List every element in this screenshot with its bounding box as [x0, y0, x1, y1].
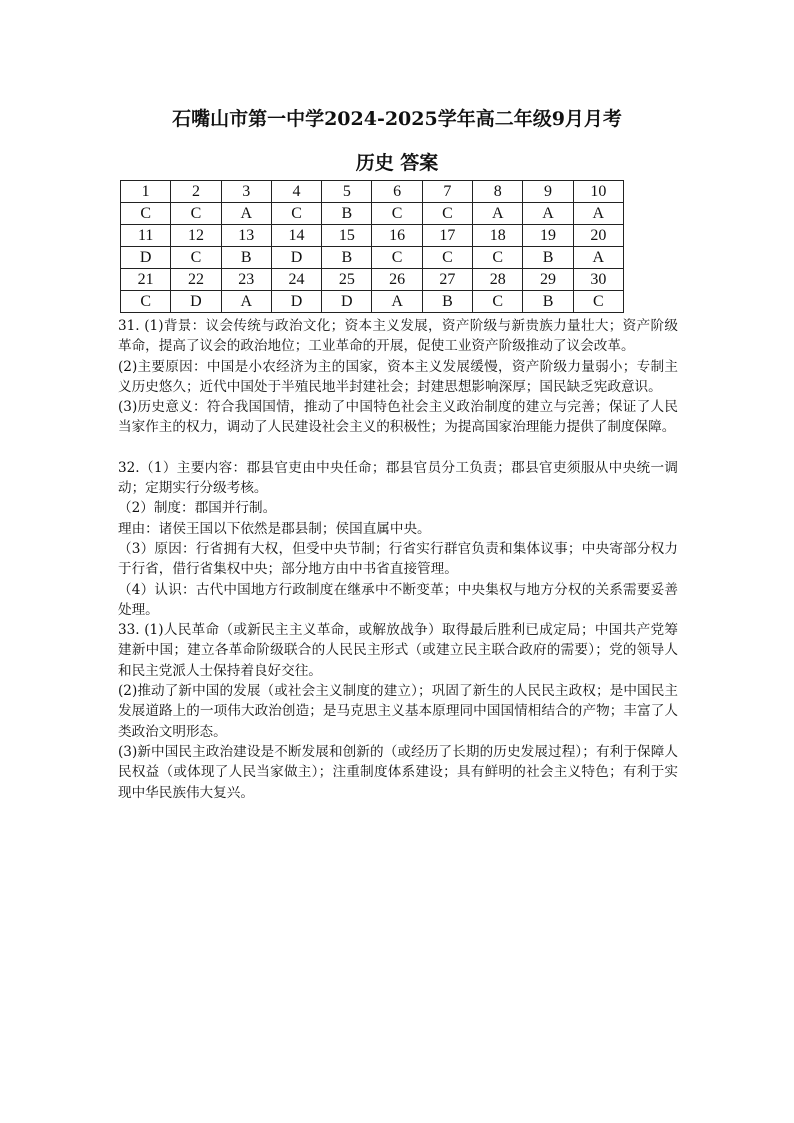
answer-cell: C [473, 247, 523, 269]
answer-table-body [121, 181, 624, 313]
question-32-answer [118, 458, 678, 620]
answer-cell: C [573, 291, 623, 313]
answer-cell: C [121, 203, 171, 225]
question-number-cell: 19 [523, 225, 573, 247]
answer-cell: C [372, 247, 422, 269]
question-31-answer [118, 316, 678, 438]
answer-cell: A [372, 291, 422, 313]
answer-paragraph: （2）制度：郡国并行制。 [118, 500, 277, 517]
answer-cell: C [422, 203, 472, 225]
question-number-cell: 22 [171, 269, 221, 291]
question-number-cell: 11 [121, 225, 171, 247]
question-number-cell: 12 [171, 225, 221, 247]
answer-cell: B [322, 247, 372, 269]
answer-paragraph: (3)历史意义：符合我国国情，推动了中国特色社会主义政治制度的建立与完善；保证了人民当家作主的权力，调动了人民建设社会主义的积极性；为提高国家治理能力提供了制度保障。 [118, 399, 678, 436]
answer-cell: A [573, 247, 623, 269]
answer-cell: C [121, 291, 171, 313]
answer-cell: A [523, 203, 573, 225]
question-number-cell: 17 [422, 225, 472, 247]
answer-cell: C [171, 247, 221, 269]
question-number-cell: 8 [473, 181, 523, 203]
answer-cell: A [573, 203, 623, 225]
question-number-cell: 13 [221, 225, 271, 247]
answer-cell: D [271, 247, 321, 269]
table-row [121, 247, 624, 269]
answer-cell: C [271, 203, 321, 225]
question-number-cell: 7 [422, 181, 472, 203]
table-row [121, 203, 624, 225]
answer-paragraph: （3）原因：行省拥有大权，但受中央节制；行省实行群官负责和集体议事；中央寄部分权力于行省，借行省集权中央；部分地方由中书省直接管理。 [118, 540, 678, 578]
question-number-cell: 27 [422, 269, 472, 291]
question-33-answer [118, 620, 678, 803]
answer-paragraph: （4）认识：古代中国地方行政制度在继承中不断变革；中央集权与地方分权的关系需要妥善处理。 [118, 581, 678, 618]
table-row [121, 181, 624, 203]
question-number-cell: 5 [322, 181, 372, 203]
answer-cell: A [221, 291, 271, 313]
answer-cell: C [372, 203, 422, 225]
table-row [121, 225, 624, 247]
question-number-cell: 29 [523, 269, 573, 291]
answer-cell: B [422, 291, 472, 313]
answer-cell: D [271, 291, 321, 313]
question-number-cell: 6 [372, 181, 422, 203]
question-number-cell: 4 [271, 181, 321, 203]
question-number-cell: 30 [573, 269, 623, 291]
question-number-cell: 2 [171, 181, 221, 203]
question-number-cell: 28 [473, 269, 523, 291]
question-number-cell: 26 [372, 269, 422, 291]
answer-paragraph: 32.（1）主要内容：郡县官吏由中央任命；郡县官员分工负责；郡县官吏须服从中央统一调动；定期实行分级考核。 [118, 459, 678, 497]
answer-table [120, 180, 624, 313]
question-number-cell: 3 [221, 181, 271, 203]
answer-cell: B [322, 203, 372, 225]
subject-title: 历史 答案 [355, 152, 439, 174]
answer-paragraph: 理由：诸侯王国以下依然是郡县制；侯国直属中央。 [118, 520, 431, 537]
table-row [121, 291, 624, 313]
answer-cell: B [523, 291, 573, 313]
question-number-cell: 25 [322, 269, 372, 291]
question-number-cell: 14 [271, 225, 321, 247]
answers-section [118, 316, 678, 803]
answer-cell: A [473, 203, 523, 225]
question-number-cell: 18 [473, 225, 523, 247]
answer-cell: C [171, 203, 221, 225]
answer-paragraph: 33. (1)人民革命（或新民主主义革命，或解放战争）取得最后胜利已成定局；中国共产党筹建新中国；建立各革命阶级联合的人民民主形式（或建立民主联合政府的需要）；党的领导人和民主党派人士保持着良好交往。 [118, 622, 678, 679]
question-number-cell: 15 [322, 225, 372, 247]
question-number-cell: 9 [523, 181, 573, 203]
question-number-cell: 16 [372, 225, 422, 247]
question-number-cell: 24 [271, 269, 321, 291]
question-number-cell: 20 [573, 225, 623, 247]
answer-cell: D [121, 247, 171, 269]
answer-paragraph: 31. (1)背景：议会传统与政治文化；资本主义发展，资产阶级与新贵族力量壮大；资产阶级革命，提高了议会的政治地位；工业革命的开展，促使工业资产阶级推动了议会改革。 [118, 318, 678, 355]
answer-paragraph: (3)新中国民主政治建设是不断发展和创新的（或经历了长期的历史发展过程）；有利于保障人民权益（或体现了人民当家做主）；注重制度体系建设；具有鲜明的社会主义特色；有利于实现中华民族伟大复兴。 [118, 743, 678, 801]
table-row [121, 269, 624, 291]
answer-paragraph: (2)主要原因：中国是小农经济为主的国家，资本主义发展缓慢，资产阶级力量弱小；专制主义历史悠久；近代中国处于半殖民地半封建社会；封建思想影响深厚；国民缺乏宪政意识。 [118, 358, 678, 395]
answer-cell: B [221, 247, 271, 269]
question-number-cell: 10 [573, 181, 623, 203]
question-number-cell: 21 [121, 269, 171, 291]
answer-cell: C [422, 247, 472, 269]
answer-cell: B [523, 247, 573, 269]
answer-cell: D [171, 291, 221, 313]
question-number-cell: 23 [221, 269, 271, 291]
answer-cell: C [473, 291, 523, 313]
answer-paragraph: (2)推动了新中国的发展（或社会主义制度的建立）；巩固了新生的人民民主政权；是中国民主发展道路上的一项伟大政治创造；是马克思主义基本原理同中国国情相结合的产物；丰富了人类政治文明形态。 [118, 683, 678, 740]
answer-cell: D [322, 291, 372, 313]
spacer [118, 438, 678, 458]
page-title: 石嘴山市第一中学2024-2025学年高二年级9月月考 [172, 108, 622, 130]
answer-cell: A [221, 203, 271, 225]
question-number-cell: 1 [121, 181, 171, 203]
